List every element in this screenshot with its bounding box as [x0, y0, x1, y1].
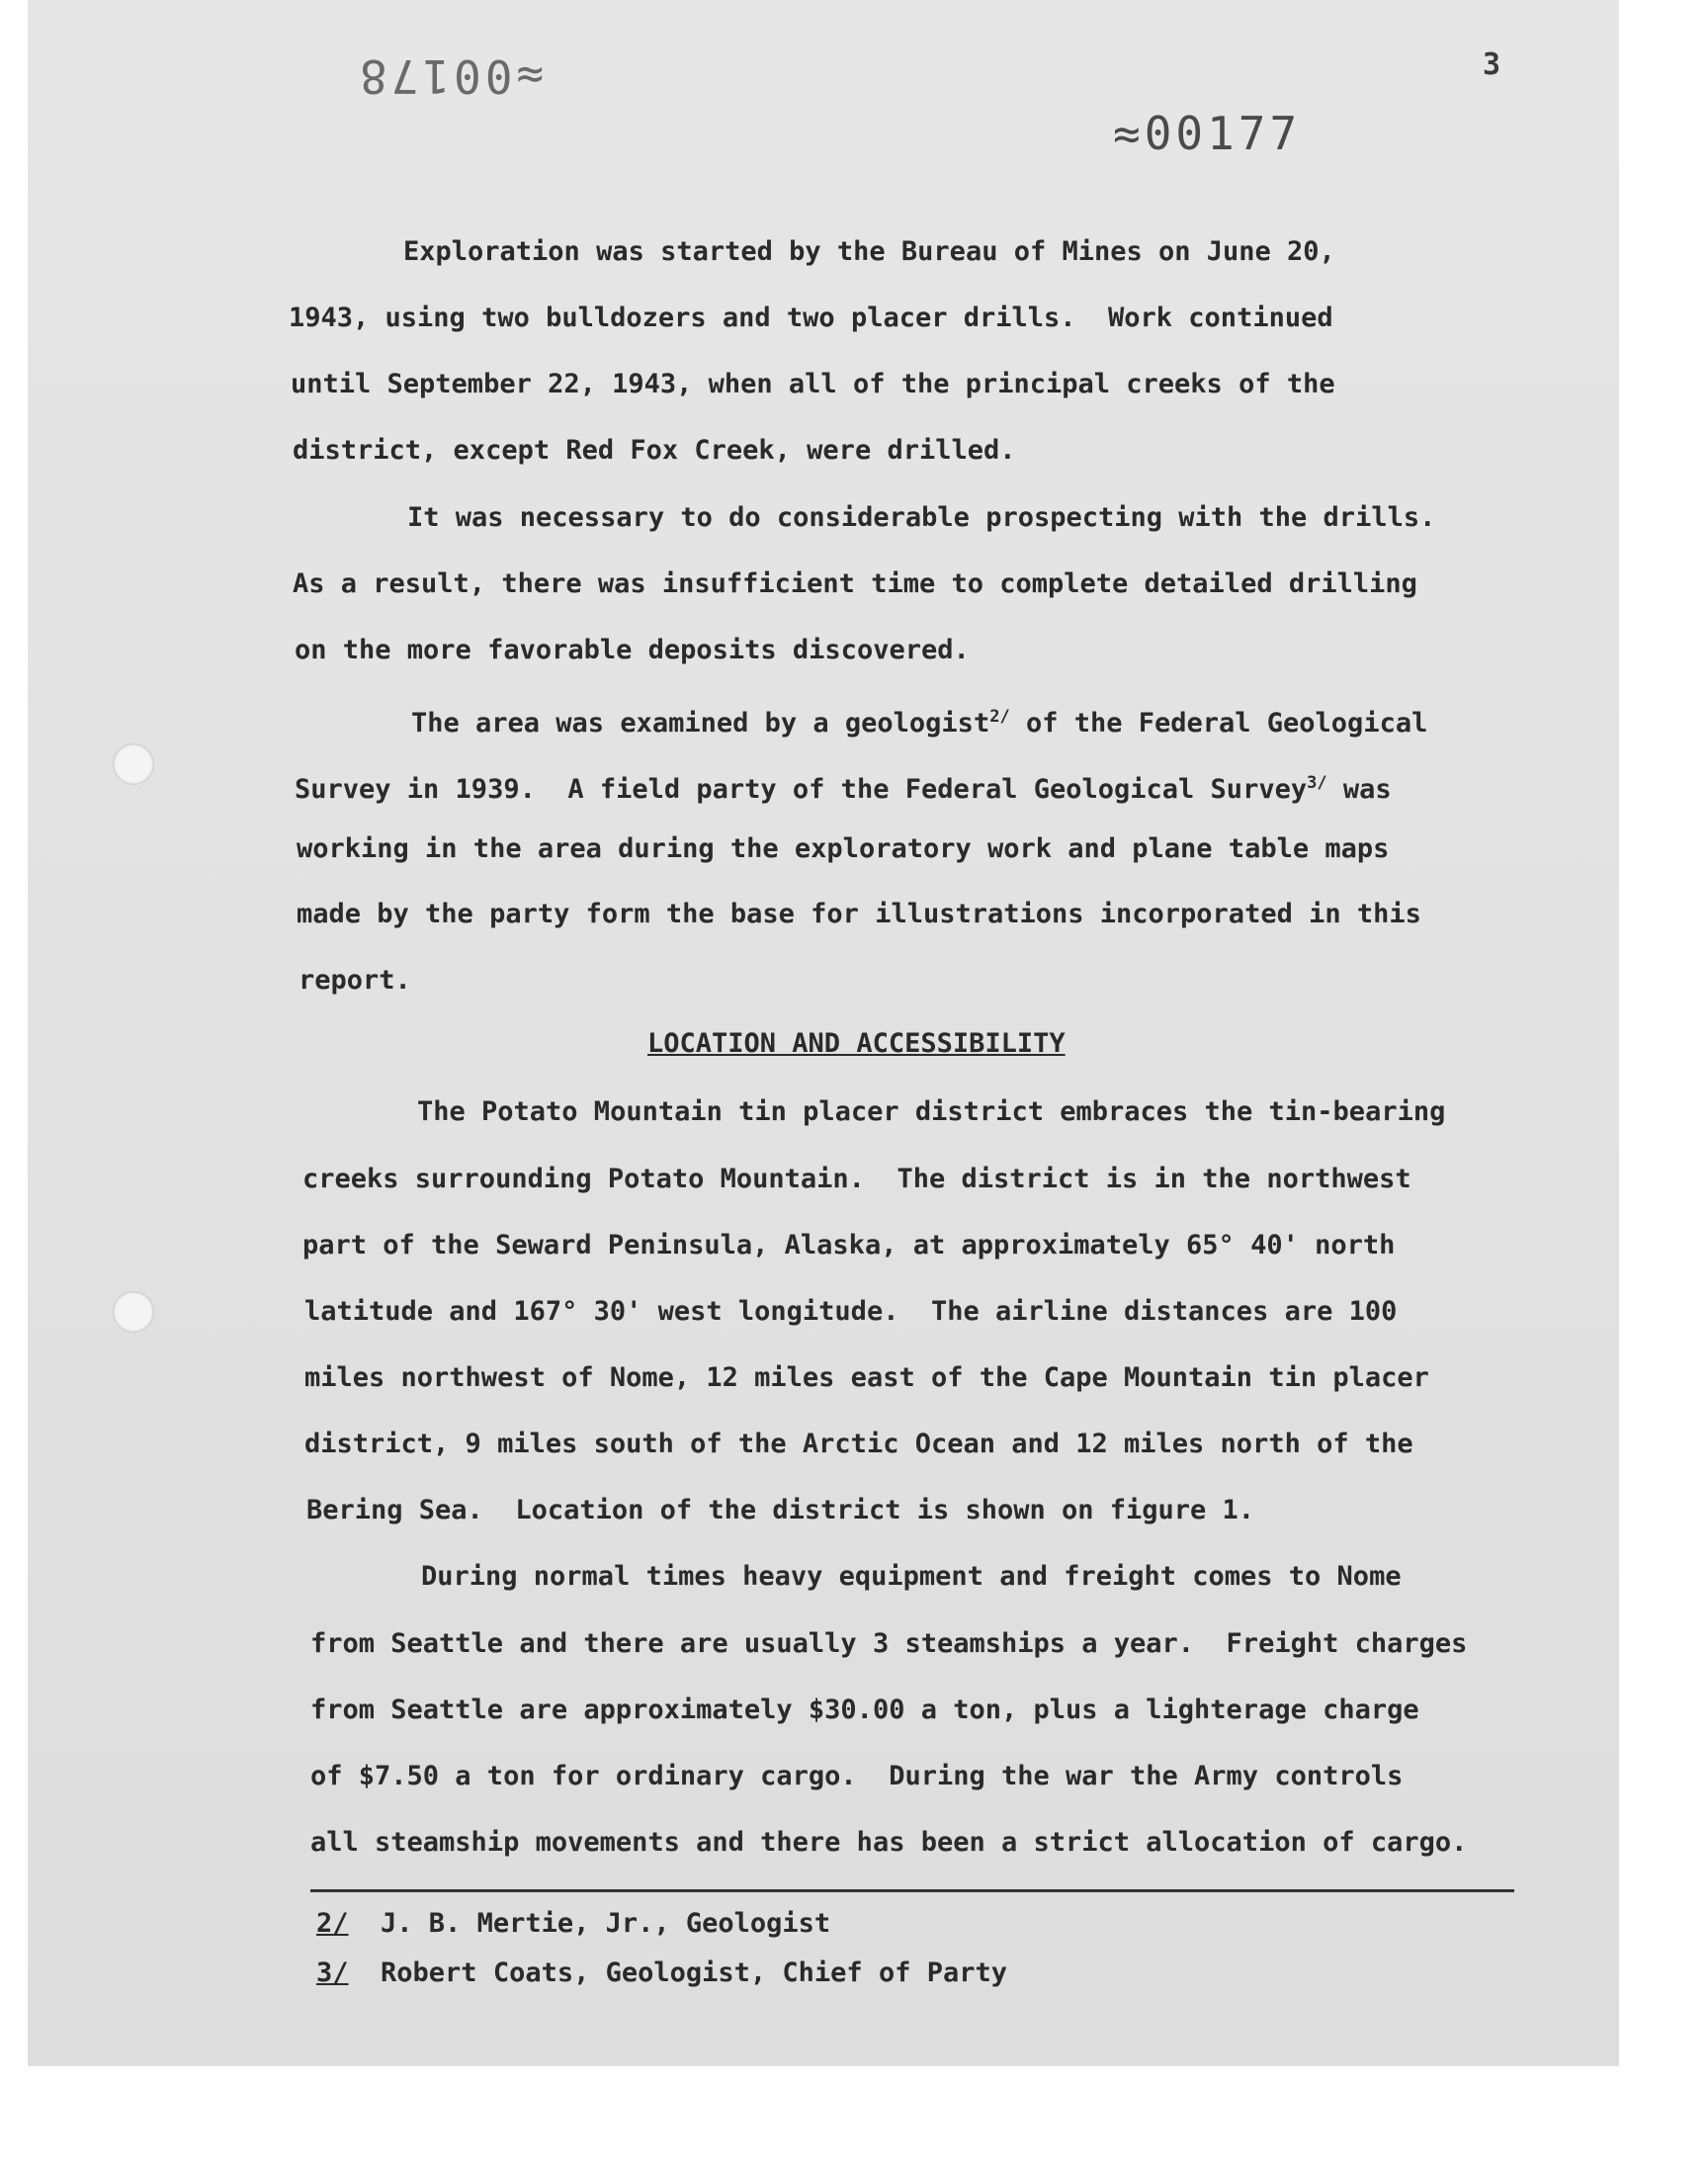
paragraph-3-line-5: report. — [299, 965, 411, 996]
body-text — [28, 0, 1619, 2066]
freight-line-5: all steamship movements and there has been a strict allocation of cargo. — [310, 1827, 1468, 1858]
footnote-3-text: Robert Coats, Geologist, Chief of Party — [381, 1958, 1007, 1988]
location-line-7: Bering Sea. Location of the district is shown on figure 1. — [306, 1495, 1255, 1525]
location-line-2: creeks surrounding Potato Mountain. The district is in the northwest — [302, 1164, 1411, 1194]
paragraph-2-line-1: It was necessary to do considerable prospecting with the drills. — [407, 502, 1436, 533]
paragraph-3-line-2-text-b: was — [1342, 774, 1392, 805]
footnote-2-text: J. B. Mertie, Jr., Geologist — [381, 1908, 831, 1939]
location-line-4: latitude and 167° 30' west longitude. The airline distances are 100 — [304, 1296, 1398, 1327]
document-number-stamp-inverted: ≈00178 — [356, 49, 545, 103]
paragraph-3-line-2 — [295, 766, 1392, 807]
footnote-ref-2: 2/ — [989, 707, 1010, 727]
paragraph-3-line-1-text-a: The area was examined by a geologist — [411, 708, 990, 739]
location-line-1: The Potato Mountain tin placer district embraces the tin-bearing — [417, 1096, 1446, 1127]
location-line-3: part of the Seward Peninsula, Alaska, at approximately 65° 40' north — [302, 1230, 1396, 1261]
document-number-stamp: ≈00177 — [1113, 107, 1302, 160]
footnote-2 — [316, 1908, 830, 1939]
paragraph-3-line-2-text-a: Survey in 1939. A field party of the Federal Geological Survey — [295, 774, 1308, 805]
paragraph-2-line-3: on the more favorable deposits discovered. — [295, 635, 970, 665]
paragraph-3-line-4: made by the party form the base for illustrations incorporated in this — [297, 899, 1421, 929]
footnote-3-mark: 3/ — [316, 1958, 349, 1988]
footnote-3 — [316, 1958, 1007, 1988]
footnote-ref-3: 3/ — [1307, 773, 1327, 793]
location-line-6: district, 9 miles south of the Arctic Ocean and 12 miles north of the — [304, 1429, 1413, 1459]
footnote-2-mark: 2/ — [316, 1908, 349, 1939]
freight-line-2: from Seattle and there are usually 3 steamships a year. Freight charges — [310, 1628, 1468, 1659]
footnote-divider — [310, 1889, 1514, 1892]
section-heading: LOCATION AND ACCESSIBILITY — [647, 1028, 1066, 1059]
paragraph-1-line-2: 1943, using two bulldozers and two placer drills. Work continued — [289, 303, 1333, 333]
location-line-5: miles northwest of Nome, 12 miles east of the Cape Mountain tin placer — [304, 1362, 1429, 1393]
paragraph-3-line-3: working in the area during the exploratory work and plane table maps — [297, 833, 1390, 864]
document-page — [28, 0, 1619, 2066]
freight-line-1: During normal times heavy equipment and freight comes to Nome — [421, 1561, 1402, 1592]
paragraph-3-line-1 — [411, 700, 1427, 740]
paragraph-1-line-3: until September 22, 1943, when all of the principal creeks of the — [291, 369, 1335, 399]
paragraph-1-line-4: district, except Red Fox Creek, were drilled. — [293, 435, 1016, 466]
paragraph-1-line-1: Exploration was started by the Bureau of Mines on June 20, — [403, 236, 1335, 267]
paragraph-3-line-1-text-b: of the Federal Geological — [1025, 708, 1428, 739]
freight-line-3: from Seattle are approximately $30.00 a ton, plus a lighterage charge — [310, 1695, 1419, 1725]
freight-line-4: of $7.50 a ton for ordinary cargo. During the war the Army controls — [310, 1761, 1404, 1791]
paragraph-2-line-2: As a result, there was insufficient time to complete detailed drilling — [293, 568, 1417, 599]
page-number: 3 — [1483, 47, 1501, 82]
